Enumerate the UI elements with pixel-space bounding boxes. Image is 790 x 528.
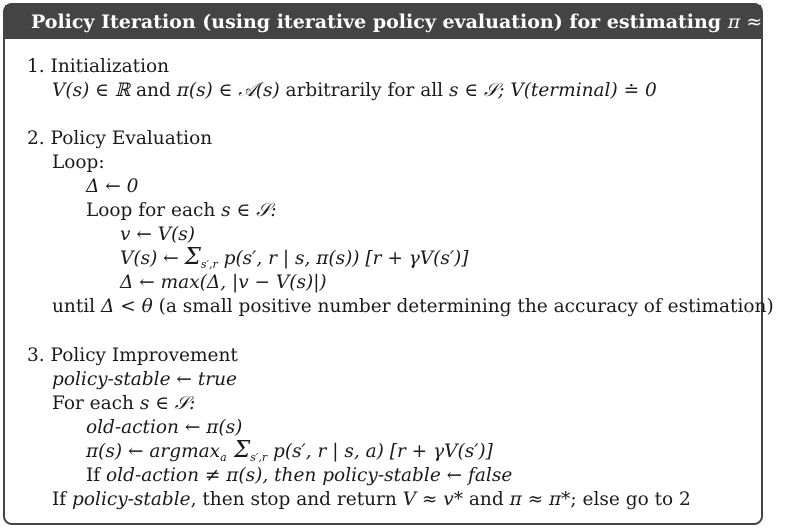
algorithm-title: [5, 5, 790, 39]
neq-text: ≠ π(s), then: [199, 465, 323, 486]
section1-heading: 1. Initialization: [27, 56, 170, 77]
false-value: false: [468, 465, 513, 486]
loop-foreach-math: s ∈ 𝒮:: [221, 200, 277, 221]
final-stable: policy-stable: [72, 489, 191, 510]
argmax-rhs: p(s′, r | s, a) [r + γV(s′)]: [267, 441, 493, 462]
stable-value: true: [197, 369, 237, 390]
policy-argmax: [86, 437, 493, 464]
sum-symbol: Σ: [184, 244, 201, 270]
assign-arrow-2: ←: [440, 465, 469, 486]
if-keyword: If: [86, 465, 107, 486]
old-action-var: old-action: [86, 417, 179, 438]
until-line: [52, 295, 774, 319]
algorithm-box: [3, 3, 790, 525]
final-if: If: [52, 489, 73, 510]
improve-foreach-math: s ∈ 𝒮:: [139, 393, 196, 414]
stable-var: policy-stable: [52, 369, 171, 390]
until-condition: Δ < θ: [100, 296, 153, 317]
final-else: ; else go to 2: [570, 489, 691, 510]
text-arbitrarily: arbitrarily for all: [279, 80, 449, 101]
if-stable-line: [86, 464, 512, 488]
old-action-value: ← π(s): [178, 417, 243, 438]
v-assign: v ← V(s): [120, 224, 196, 245]
final-value: V ≈ v*: [402, 489, 464, 510]
final-line: [52, 488, 691, 512]
value-init: V(s) ∈ ℝ: [52, 80, 131, 101]
delta-update: Δ ← max(Δ, |v − V(s)|): [120, 272, 327, 293]
loop-foreach: [86, 199, 277, 223]
stable-ref: policy-stable: [322, 465, 441, 486]
assign-arrow: ←: [170, 369, 198, 390]
terminal-init: s ∈ 𝒮; V(terminal) ≐ 0: [448, 80, 657, 101]
loop-label: Loop:: [52, 152, 105, 173]
sum-symbol-2: Σ: [226, 437, 251, 463]
title-math: π ≈ π*: [727, 11, 790, 33]
algorithm-body: [5, 39, 774, 523]
policy-init: π(s) ∈ 𝒜(s): [176, 80, 280, 101]
update-rhs: p(s′, r | s, π(s)) [r + γV(s′)]: [217, 248, 469, 269]
section2-heading: 2. Policy Evaluation: [27, 128, 213, 149]
until-keyword: until: [52, 296, 101, 317]
final-policy: π ≈ π*: [509, 489, 571, 510]
improve-foreach: [52, 392, 195, 416]
sum-subscript-2: s′,r: [250, 451, 268, 464]
section1-line: [52, 79, 657, 103]
argmax-subscript: a: [220, 451, 227, 464]
argmax-lhs: π(s) ← argmax: [86, 441, 221, 462]
sum-subscript: s′,r: [200, 258, 218, 271]
value-update: [120, 244, 469, 271]
final-then: , then stop and return: [190, 489, 403, 510]
delta-init: Δ ← 0: [86, 176, 139, 197]
old-action-assign: [86, 416, 242, 440]
update-lhs: V(s) ←: [120, 248, 185, 269]
final-and: and: [463, 489, 510, 510]
improve-foreach-text: For each: [52, 393, 140, 414]
text-and: and: [130, 80, 177, 101]
old-action-ref: old-action: [106, 465, 199, 486]
section3-heading: 3. Policy Improvement: [27, 345, 238, 366]
loop-foreach-text: Loop for each: [86, 200, 222, 221]
until-note: (a small positive number determining the accuracy of estimation): [152, 296, 774, 317]
stable-init: [52, 368, 237, 392]
title-text: Policy Iteration (using iterative policy evaluation) for estimating: [31, 11, 728, 33]
